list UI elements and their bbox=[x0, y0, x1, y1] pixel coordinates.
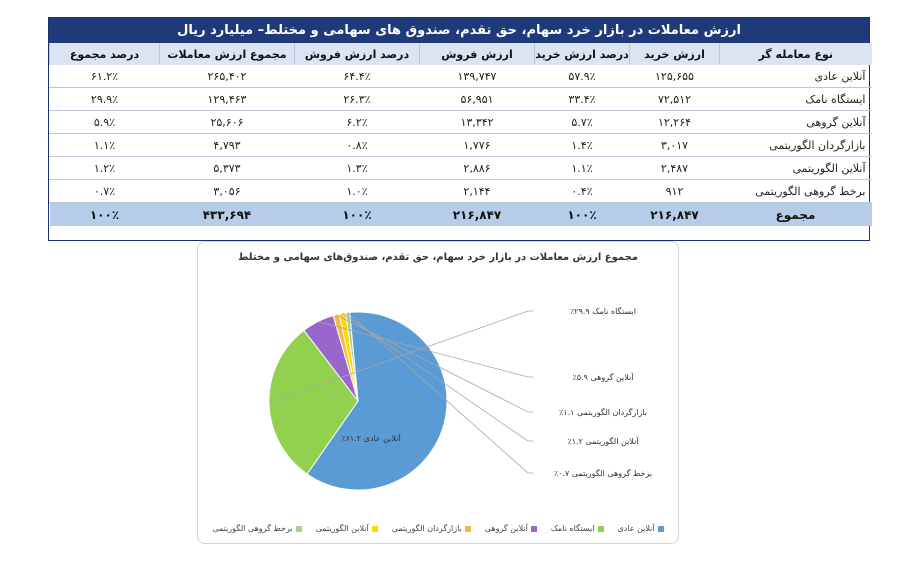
cell-buy-value: ۳,۰۱۷ bbox=[630, 134, 720, 157]
table-row bbox=[50, 65, 872, 88]
table-header-row bbox=[50, 43, 872, 65]
cell-buy-percent: ۱.۱٪ bbox=[535, 157, 630, 180]
table-row bbox=[50, 134, 872, 157]
cell-buy-percent: ۵.۷٪ bbox=[535, 111, 630, 134]
total-label: مجموع bbox=[720, 203, 872, 227]
cell-total-value: ۲۵,۶۰۶ bbox=[160, 111, 295, 134]
table-row bbox=[50, 180, 872, 203]
table-row bbox=[50, 88, 872, 111]
total-sell-value: ۲۱۶,۸۴۷ bbox=[420, 203, 535, 227]
cell-trader-type: ایستگاه نامک bbox=[720, 88, 872, 111]
table-row bbox=[50, 157, 872, 180]
cell-buy-percent: ۳۳.۴٪ bbox=[535, 88, 630, 111]
cell-trader-type: برخط گروهی الگوریتمی bbox=[720, 180, 872, 203]
legend-swatch bbox=[598, 526, 604, 532]
cell-sell-value: ۵۶,۹۵۱ bbox=[420, 88, 535, 111]
chart-legend bbox=[198, 524, 678, 533]
cell-sell-percent: ۱.۳٪ bbox=[295, 157, 420, 180]
header-buy-percent: درصد ارزش خرید bbox=[535, 43, 630, 65]
header-sell-value: ارزش فروش bbox=[420, 43, 535, 65]
data-label: آنلاین الگوریتمی ۱.۲٪ bbox=[567, 437, 639, 446]
data-label: آنلاین عادی ۶۱.۲٪ bbox=[341, 434, 401, 443]
cell-total-value: ۲۶۵,۴۰۲ bbox=[160, 65, 295, 88]
legend-item bbox=[551, 524, 604, 533]
cell-sell-percent: ۱.۰٪ bbox=[295, 180, 420, 203]
total-sell-percent: ۱۰۰٪ bbox=[295, 203, 420, 227]
header-total-value: مجموع ارزش معاملات bbox=[160, 43, 295, 65]
table-title: ارزش معاملات در بازار خرد سهام، حق تقدم، صندوق های سهامی و مختلط– میلیارد ریال bbox=[49, 18, 869, 43]
cell-trader-type: آنلاین الگوریتمی bbox=[720, 157, 872, 180]
header-trader-type: نوع معامله گر bbox=[720, 43, 872, 65]
legend-label: آنلاین الگوریتمی bbox=[315, 524, 369, 533]
data-label: برخط گروهی الگوریتمی ۰.۷٪ bbox=[553, 469, 653, 478]
cell-buy-value: ۱۲,۲۶۴ bbox=[630, 111, 720, 134]
legend-swatch bbox=[372, 526, 378, 532]
cell-total-value: ۴,۷۹۳ bbox=[160, 134, 295, 157]
header-total-percent: درصد مجموع bbox=[50, 43, 160, 65]
trading-value-table bbox=[48, 17, 870, 241]
header-sell-percent: درصد ارزش فروش bbox=[295, 43, 420, 65]
legend-swatch bbox=[658, 526, 664, 532]
table-row bbox=[50, 111, 872, 134]
cell-buy-value: ۲,۴۸۷ bbox=[630, 157, 720, 180]
cell-sell-value: ۱۳۹,۷۴۷ bbox=[420, 65, 535, 88]
pie-chart bbox=[198, 242, 680, 545]
legend-label: ایستگاه نامک bbox=[550, 524, 595, 533]
cell-buy-percent: ۵۷.۹٪ bbox=[535, 65, 630, 88]
total-buy-percent: ۱۰۰٪ bbox=[535, 203, 630, 227]
cell-sell-percent: ۰.۸٪ bbox=[295, 134, 420, 157]
cell-total-value: ۱۲۹,۴۶۳ bbox=[160, 88, 295, 111]
legend-swatch bbox=[465, 526, 471, 532]
total-percent: ۱۰۰٪ bbox=[50, 203, 160, 227]
cell-buy-value: ۹۱۲ bbox=[630, 180, 720, 203]
legend-label: برخط گروهی الگوریتمی bbox=[212, 524, 293, 533]
cell-trader-type: بازارگردان الگوریتمی bbox=[720, 134, 872, 157]
total-value: ۴۳۳,۶۹۴ bbox=[160, 203, 295, 227]
cell-sell-value: ۲,۱۴۴ bbox=[420, 180, 535, 203]
cell-trader-type: آنلاین عادی bbox=[720, 65, 872, 88]
cell-sell-value: ۲,۸۸۶ bbox=[420, 157, 535, 180]
cell-sell-percent: ۶.۲٪ bbox=[295, 111, 420, 134]
header-buy-value: ارزش خرید bbox=[630, 43, 720, 65]
data-label: بازارگردان الگوریتمی ۱.۱٪ bbox=[558, 408, 648, 417]
cell-buy-percent: ۱.۴٪ bbox=[535, 134, 630, 157]
cell-trader-type: آنلاین گروهی bbox=[720, 111, 872, 134]
cell-sell-percent: ۲۶.۳٪ bbox=[295, 88, 420, 111]
legend-item bbox=[618, 524, 664, 533]
chart-title: مجموع ارزش معاملات در بازار خرد سهام، حق تقدم، صندوق‌های سهامی و مختلط bbox=[238, 252, 638, 263]
data-table bbox=[49, 43, 872, 226]
cell-sell-percent: ۶۴.۴٪ bbox=[295, 65, 420, 88]
data-label: ایستگاه نامک ۲۹.۹٪ bbox=[570, 307, 636, 316]
cell-sell-value: ۱۳,۳۴۲ bbox=[420, 111, 535, 134]
cell-total-value: ۵,۳۷۳ bbox=[160, 157, 295, 180]
cell-total-value: ۳,۰۵۶ bbox=[160, 180, 295, 203]
table-total-row bbox=[50, 203, 872, 227]
cell-total-percent: ۵.۹٪ bbox=[50, 111, 160, 134]
cell-sell-value: ۱,۷۷۶ bbox=[420, 134, 535, 157]
legend-label: آنلاین گروهی bbox=[484, 524, 528, 533]
total-buy-value: ۲۱۶,۸۴۷ bbox=[630, 203, 720, 227]
cell-buy-percent: ۰.۴٪ bbox=[535, 180, 630, 203]
legend-swatch bbox=[296, 526, 302, 532]
pie-chart-panel bbox=[197, 241, 679, 544]
cell-total-percent: ۲۹.۹٪ bbox=[50, 88, 160, 111]
legend-swatch bbox=[531, 526, 537, 532]
cell-total-percent: ۱.۱٪ bbox=[50, 134, 160, 157]
legend-label: بازارگردان الگوریتمی bbox=[391, 524, 462, 533]
cell-total-percent: ۱.۲٪ bbox=[50, 157, 160, 180]
cell-buy-value: ۱۲۵,۶۵۵ bbox=[630, 65, 720, 88]
table-body bbox=[50, 65, 872, 203]
cell-buy-value: ۷۲,۵۱۲ bbox=[630, 88, 720, 111]
data-label: آنلاین گروهی ۵.۹٪ bbox=[572, 373, 634, 382]
cell-total-percent: ۶۱.۲٪ bbox=[50, 65, 160, 88]
legend-item bbox=[212, 524, 301, 533]
cell-total-percent: ۰.۷٪ bbox=[50, 180, 160, 203]
legend-item bbox=[316, 524, 378, 533]
legend-item bbox=[485, 524, 537, 533]
legend-label: آنلاین عادی bbox=[617, 524, 655, 533]
legend-item bbox=[392, 524, 471, 533]
